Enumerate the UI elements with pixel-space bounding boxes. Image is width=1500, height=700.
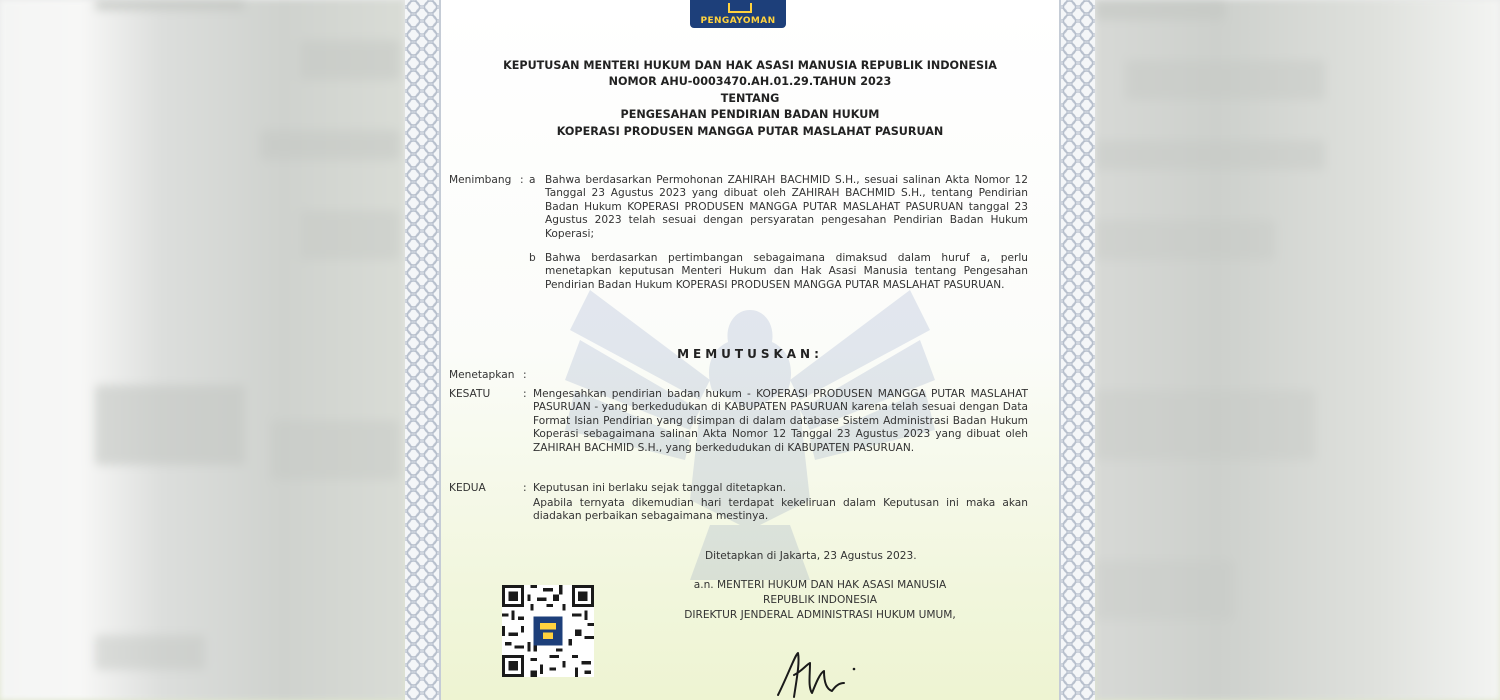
- pengayoman-logo: [690, 0, 786, 28]
- ditetapkan-line: Ditetapkan di Jakarta, 23 Agustus 2023.: [705, 550, 917, 562]
- menimbang-b-letter: b: [529, 252, 536, 264]
- title-line-1: KEPUTUSAN MENTERI HUKUM DAN HAK ASASI MANUSIA REPUBLIK INDONESIA: [503, 59, 997, 72]
- blurred-background-left: [0, 0, 405, 700]
- kedua-line-1: Keputusan ini berlaku sejak tanggal ditetapkan.: [533, 482, 787, 494]
- signatory-title: DIREKTUR JENDERAL ADMINISTRASI HUKUM UMUM,: [684, 609, 956, 621]
- title-tentang: TENTANG: [720, 91, 780, 105]
- qr-code: [502, 585, 594, 677]
- kesatu-text: Mengesahkan pendirian badan hukum - KOPERASI PRODUSEN MANGGA PUTAR MASLAHAT PASURUAN - yang berkedudukan di KABUPATEN PASURUAN karena telah sesuai dengan Data Format Isian Pendirian yang disimpan di dalam database Sistem Administrasi Badan Hukum Koperasi sebagaimana salinan Akta Nomor 12 Tanggal 23 Agustus 2023 yang dibuat oleh ZAHIRAH BACHMID S.H., yang berkedudukan di KABUPATEN PASURUAN.: [533, 388, 1028, 454]
- menimbang-colon: :: [520, 174, 524, 186]
- blurred-background-right: [1095, 0, 1500, 700]
- kedua-label: KEDUA: [449, 482, 486, 494]
- menetapkan-colon: :: [523, 369, 527, 381]
- kedua-colon: :: [523, 482, 527, 494]
- decree-title: [405, 58, 1095, 140]
- menimbang-a-text: Bahwa berdasarkan Permohonan ZAHIRAH BACHMID S.H., sesuai salinan Akta Nomor 12 Tanggal 23 Agustus 2023 yang dibuat oleh ZAHIRAH BACHMID S.H., tentang Pendirian Badan Hukum KOPERASI PRODUSEN MANGGA PUTAR MASLAHAT PASURUAN tanggal 23 Agustus 2023 telah sesuai dengan persyaratan pengesahan Pendirian Badan Hukum Koperasi;: [545, 174, 1028, 240]
- menetapkan-label: Menetapkan: [449, 369, 515, 381]
- signatory-country: REPUBLIK INDONESIA: [762, 594, 878, 606]
- director-signature: [770, 645, 860, 700]
- title-subject-1: PENGESAHAN PENDIRIAN BADAN HUKUM: [620, 108, 880, 122]
- memutuskan-heading: MEMUTUSKAN:: [677, 347, 823, 361]
- menimbang-label: Menimbang: [449, 174, 512, 186]
- menimbang-b-text: Bahwa berdasarkan pertimbangan sebagaimana dimaksud dalam huruf a, perlu menetapkan keputusan Menteri Hukum dan Hak Asasi Manusia tentang Pengesahan Pendirian Badan Hukum KOPERASI PRODUSEN MANGGA PUTAR MASLAHAT PASURUAN.: [545, 252, 1028, 291]
- kedua-line-2: Apabila ternyata dikemudian hari terdapat kekeliruan dalam Keputusan ini maka akan diadakan perbaikan sebagaimana mestinya.: [533, 497, 1028, 523]
- certificate-document: [405, 0, 1095, 700]
- decree-number: NOMOR AHU-0003470.AH.01.29.TAHUN 2023: [608, 75, 892, 89]
- signatory-on-behalf: a.n. MENTERI HUKUM DAN HAK ASASI MANUSIA: [693, 579, 947, 591]
- kesatu-label: KESATU: [449, 388, 491, 400]
- title-subject-2: KOPERASI PRODUSEN MANGGA PUTAR MASLAHAT PASURUAN: [556, 124, 944, 138]
- kesatu-colon: :: [523, 388, 527, 400]
- logo-text: PENGAYOMAN: [700, 16, 776, 26]
- menimbang-a-letter: a: [529, 174, 536, 186]
